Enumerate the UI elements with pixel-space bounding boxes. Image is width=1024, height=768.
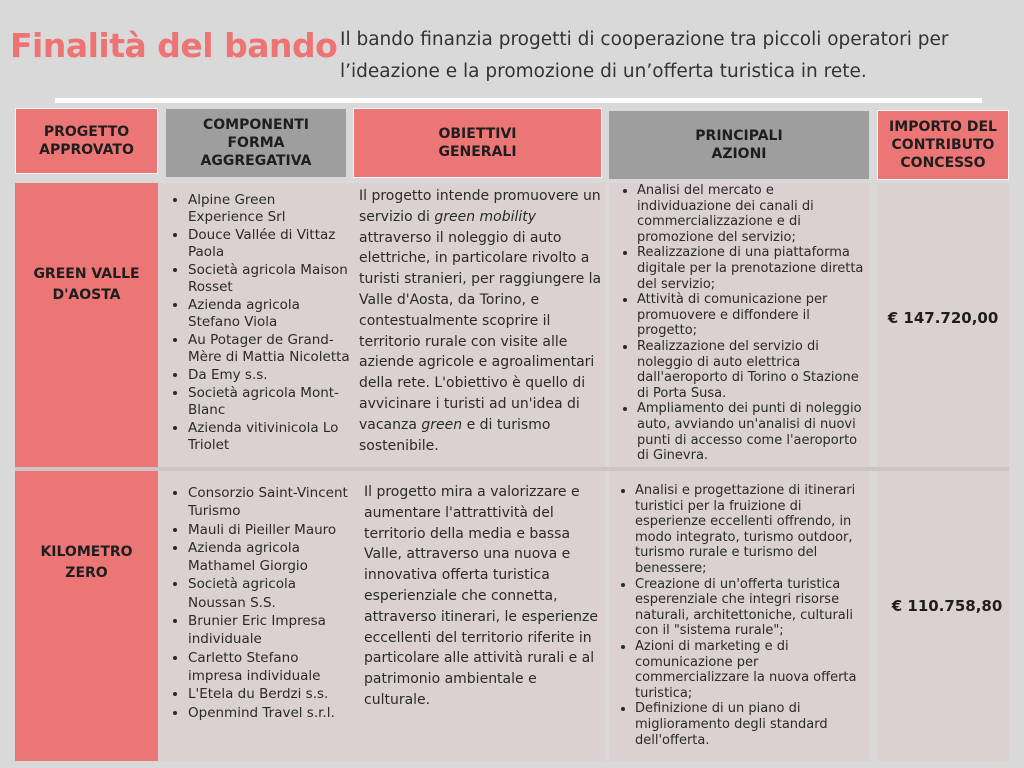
row-separator xyxy=(15,467,1009,471)
action-item: • Attività di comunicazione per promuovere e diffondere il progetto; xyxy=(637,292,871,339)
action-item: • Creazione di un'offerta turistica esperenziale che integri risorse naturali, architettoniche, culturali con il "sistema rurale"; xyxy=(635,577,871,639)
component-item: • Da Emy s.s. xyxy=(188,367,351,384)
component-item: • Openmind Travel s.r.l. xyxy=(188,704,351,722)
amount-kilometro-zero: € 110.758,80 xyxy=(891,597,1003,615)
component-item: • Mauli di Pieiller Mauro xyxy=(188,521,351,539)
actions-list-1 xyxy=(615,183,871,464)
header-amount: IMPORTO DEL CONTRIBUTO CONCESSO xyxy=(877,110,1009,180)
component-item: • Au Potager de Grand-Mère di Mattia Nicoletta xyxy=(188,332,351,366)
component-item: • Consorzio Saint-Vincent Turismo xyxy=(188,484,351,521)
component-item: • Alpine Green Experience Srl xyxy=(188,192,351,226)
header-components: COMPONENTI FORMA AGGREGATIVA xyxy=(166,109,346,177)
intro-text: Il bando finanzia progetti di cooperazione tra piccoli operatori per l’ideazione e la promozione di un’offerta turistica in rete. xyxy=(340,29,949,82)
component-item: • Azienda agricola Stefano Viola xyxy=(188,297,351,331)
header-actions: PRINCIPALI AZIONI xyxy=(609,111,869,179)
components-list-2 xyxy=(166,484,351,722)
header-project: PROGETTO APPROVATO xyxy=(15,108,158,174)
action-item: • Azioni di marketing e di comunicazione per commercializzare la nuova offerta turistica; xyxy=(635,639,871,701)
component-item: • Carletto Stefano impresa individuale xyxy=(188,649,351,686)
component-item: • Azienda agricola Mathamel Giorgio xyxy=(188,539,351,576)
component-item: • Douce Vallée di Vittaz Paola xyxy=(188,227,351,261)
action-item: • Definizione di un piano di miglioramento degli standard dell'offerta. xyxy=(635,701,871,748)
project-kilometro-zero: KILOMETRO ZERO xyxy=(40,544,133,581)
project-green-valle: GREEN VALLE D'AOSTA xyxy=(33,266,140,303)
divider xyxy=(55,98,982,103)
component-item: • L'Etela du Berdzi s.s. xyxy=(188,685,351,703)
objective-2: Il progetto mira a valorizzare e aumentare l'attrattività del territorio della media e bassa Valle, attraverso una nuova e innovativa offerta turistica esperienziale che connetta, attraverso itinerari, le esperienze eccellenti del territorio riferite in particolare alle attività rurali e al patrimonio ambientale e culturale. xyxy=(364,484,598,708)
component-item: • Brunier Eric Impresa individuale xyxy=(188,612,351,649)
component-item: • Azienda vitivinicola Lo Triolet xyxy=(188,420,351,454)
action-item: • Realizzazione del servizio di noleggio di auto elettrica dall'aeroporto di Torino o Stazione di Porta Susa. xyxy=(637,339,871,401)
actions-list-2 xyxy=(613,483,871,748)
components-list-1 xyxy=(166,192,351,455)
action-item: • Analisi del mercato e individuazione dei canali di commercializzazione e di promozione del servizio; xyxy=(637,183,871,245)
header-objectives: OBIETTIVI GENERALI xyxy=(353,108,602,178)
action-item: • Realizzazione di una piattaforma digitale per la prenotazione diretta del servizio; xyxy=(637,245,871,292)
objective-1: Il progetto intende promuovere un servizio di green mobility attraverso il noleggio di auto elettriche, in particolare rivolto a turisti stranieri, per raggiungere la Valle d'Aosta, da Torino, e contestualmente scoprire il territorio rurale con visite alle aziende agricole e agroalimentari della rete. L'obiettivo è quello di avvicinare i turisti ad un'idea di vacanza green e di turismo sostenibile. xyxy=(359,188,602,454)
amount-green-valle: € 147.720,00 xyxy=(887,309,999,327)
page-title: Finalità del bando xyxy=(10,26,338,65)
component-item: • Società agricola Maison Rosset xyxy=(188,262,351,296)
action-item: • Ampliamento dei punti di noleggio auto, avviando un'analisi di nuovi punti di accesso come l'aeroporto di Ginevra. xyxy=(637,401,871,463)
component-item: • Società agricola Noussan S.S. xyxy=(188,575,351,612)
component-item: • Società agricola Mont-Blanc xyxy=(188,385,351,419)
amount-column-bg xyxy=(877,183,1009,761)
action-item: • Analisi e progettazione di itinerari turistici per la fruizione di esperienze eccellenti offrendo, in modo integrato, turismo outdoor, turismo rurale e turismo del benessere; xyxy=(635,483,871,577)
